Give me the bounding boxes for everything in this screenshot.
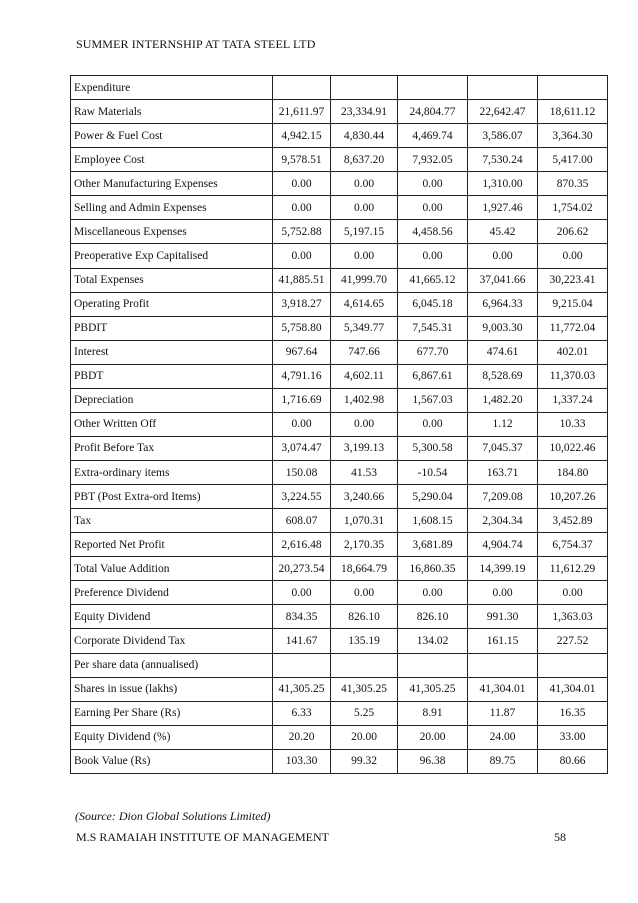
- value-cell: [398, 653, 468, 677]
- table-row: [71, 677, 608, 701]
- value-cell: 5,752.88: [273, 220, 331, 244]
- table-row: [71, 316, 608, 340]
- value-cell: 4,791.16: [273, 364, 331, 388]
- value-cell: 0.00: [273, 244, 331, 268]
- row-label: Interest: [71, 340, 273, 364]
- row-label: Shares in issue (lakhs): [71, 677, 273, 701]
- value-cell: 0.00: [398, 172, 468, 196]
- value-cell: 4,458.56: [398, 220, 468, 244]
- row-label: Earning Per Share (Rs): [71, 701, 273, 725]
- value-cell: 677.70: [398, 340, 468, 364]
- value-cell: 6,964.33: [468, 292, 538, 316]
- table-row: [71, 653, 608, 677]
- table-row: [71, 172, 608, 196]
- table-row: [71, 340, 608, 364]
- value-cell: 1,402.98: [331, 388, 398, 412]
- row-label: Depreciation: [71, 388, 273, 412]
- value-cell: 20.00: [398, 725, 468, 749]
- table-row: [71, 701, 608, 725]
- row-label: Employee Cost: [71, 148, 273, 172]
- row-label: Book Value (Rs): [71, 749, 273, 773]
- value-cell: [538, 653, 608, 677]
- value-cell: 6,867.61: [398, 364, 468, 388]
- table-row: [71, 533, 608, 557]
- row-label: Total Expenses: [71, 268, 273, 292]
- value-cell: 9,578.51: [273, 148, 331, 172]
- table-row: [71, 605, 608, 629]
- value-cell: 834.35: [273, 605, 331, 629]
- value-cell: 20.20: [273, 725, 331, 749]
- value-cell: 0.00: [273, 172, 331, 196]
- value-cell: 16,860.35: [398, 557, 468, 581]
- value-cell: 2,616.48: [273, 533, 331, 557]
- value-cell: 7,209.08: [468, 485, 538, 509]
- value-cell: 747.66: [331, 340, 398, 364]
- value-cell: 161.15: [468, 629, 538, 653]
- value-cell: 1.12: [468, 412, 538, 436]
- value-cell: 0.00: [468, 244, 538, 268]
- table-row: [71, 485, 608, 509]
- value-cell: 80.66: [538, 749, 608, 773]
- page-number: 58: [554, 830, 566, 844]
- value-cell: 41,305.25: [398, 677, 468, 701]
- value-cell: 608.07: [273, 509, 331, 533]
- value-cell: 10,207.26: [538, 485, 608, 509]
- value-cell: 9,003.30: [468, 316, 538, 340]
- value-cell: 0.00: [538, 244, 608, 268]
- value-cell: 967.64: [273, 340, 331, 364]
- value-cell: 41,304.01: [468, 677, 538, 701]
- value-cell: 4,904.74: [468, 533, 538, 557]
- value-cell: 3,199.13: [331, 436, 398, 460]
- value-cell: 41,665.12: [398, 268, 468, 292]
- value-cell: 826.10: [331, 605, 398, 629]
- value-cell: 4,830.44: [331, 124, 398, 148]
- value-cell: 1,927.46: [468, 196, 538, 220]
- value-cell: 1,754.02: [538, 196, 608, 220]
- value-cell: 8,637.20: [331, 148, 398, 172]
- value-cell: 1,608.15: [398, 509, 468, 533]
- row-label: Other Manufacturing Expenses: [71, 172, 273, 196]
- value-cell: 4,469.74: [398, 124, 468, 148]
- value-cell: 6,045.18: [398, 292, 468, 316]
- value-cell: 0.00: [331, 196, 398, 220]
- value-cell: 3,240.66: [331, 485, 398, 509]
- value-cell: 0.00: [331, 412, 398, 436]
- value-cell: 2,170.35: [331, 533, 398, 557]
- value-cell: 8,528.69: [468, 364, 538, 388]
- table-row: [71, 196, 608, 220]
- value-cell: 7,545.31: [398, 316, 468, 340]
- value-cell: 5,758.80: [273, 316, 331, 340]
- value-cell: 206.62: [538, 220, 608, 244]
- value-cell: 45.42: [468, 220, 538, 244]
- page-header: SUMMER INTERNSHIP AT TATA STEEL LTD: [76, 37, 316, 51]
- value-cell: 3,074.47: [273, 436, 331, 460]
- row-label: Expenditure: [71, 76, 273, 100]
- value-cell: 24.00: [468, 725, 538, 749]
- value-cell: 1,567.03: [398, 388, 468, 412]
- value-cell: 402.01: [538, 340, 608, 364]
- value-cell: 7,530.24: [468, 148, 538, 172]
- table-row: [71, 148, 608, 172]
- table-row: [71, 220, 608, 244]
- value-cell: 991.30: [468, 605, 538, 629]
- value-cell: 22,642.47: [468, 100, 538, 124]
- value-cell: 1,337.24: [538, 388, 608, 412]
- value-cell: 3,364.30: [538, 124, 608, 148]
- value-cell: 18,664.79: [331, 557, 398, 581]
- value-cell: 41.53: [331, 461, 398, 485]
- value-cell: 7,045.37: [468, 436, 538, 460]
- table-row: [71, 292, 608, 316]
- value-cell: 5,417.00: [538, 148, 608, 172]
- value-cell: 41,305.25: [273, 677, 331, 701]
- value-cell: [468, 76, 538, 100]
- value-cell: 96.38: [398, 749, 468, 773]
- table-row: [71, 124, 608, 148]
- table-row: [71, 268, 608, 292]
- value-cell: 33.00: [538, 725, 608, 749]
- value-cell: 103.30: [273, 749, 331, 773]
- value-cell: [273, 653, 331, 677]
- value-cell: 8.91: [398, 701, 468, 725]
- value-cell: 0.00: [398, 244, 468, 268]
- table-row: [71, 749, 608, 773]
- value-cell: 24,804.77: [398, 100, 468, 124]
- value-cell: 5,197.15: [331, 220, 398, 244]
- table-row: [71, 557, 608, 581]
- value-cell: 41,305.25: [331, 677, 398, 701]
- row-label: Power & Fuel Cost: [71, 124, 273, 148]
- value-cell: 20.00: [331, 725, 398, 749]
- value-cell: 11,612.29: [538, 557, 608, 581]
- value-cell: 99.32: [331, 749, 398, 773]
- table-row: [71, 244, 608, 268]
- value-cell: 37,041.66: [468, 268, 538, 292]
- value-cell: 4,602.11: [331, 364, 398, 388]
- value-cell: 0.00: [331, 581, 398, 605]
- row-label: Operating Profit: [71, 292, 273, 316]
- value-cell: 30,223.41: [538, 268, 608, 292]
- value-cell: 141.67: [273, 629, 331, 653]
- value-cell: 0.00: [398, 196, 468, 220]
- value-cell: 134.02: [398, 629, 468, 653]
- value-cell: 3,224.55: [273, 485, 331, 509]
- value-cell: 41,885.51: [273, 268, 331, 292]
- value-cell: -10.54: [398, 461, 468, 485]
- row-label: PBT (Post Extra-ord Items): [71, 485, 273, 509]
- row-label: Tax: [71, 509, 273, 533]
- value-cell: 3,586.07: [468, 124, 538, 148]
- table-row: [71, 100, 608, 124]
- value-cell: 6,754.37: [538, 533, 608, 557]
- value-cell: 0.00: [331, 244, 398, 268]
- row-label: Equity Dividend (%): [71, 725, 273, 749]
- value-cell: 1,716.69: [273, 388, 331, 412]
- value-cell: 5,290.04: [398, 485, 468, 509]
- value-cell: 826.10: [398, 605, 468, 629]
- value-cell: 0.00: [468, 581, 538, 605]
- value-cell: 3,918.27: [273, 292, 331, 316]
- value-cell: 89.75: [468, 749, 538, 773]
- value-cell: 18,611.12: [538, 100, 608, 124]
- row-label: Reported Net Profit: [71, 533, 273, 557]
- value-cell: 16.35: [538, 701, 608, 725]
- value-cell: 1,310.00: [468, 172, 538, 196]
- row-label: Equity Dividend: [71, 605, 273, 629]
- value-cell: 14,399.19: [468, 557, 538, 581]
- value-cell: 5.25: [331, 701, 398, 725]
- value-cell: 5,300.58: [398, 436, 468, 460]
- row-label: Extra-ordinary items: [71, 461, 273, 485]
- value-cell: 0.00: [398, 581, 468, 605]
- value-cell: 0.00: [273, 196, 331, 220]
- value-cell: 1,070.31: [331, 509, 398, 533]
- value-cell: 474.61: [468, 340, 538, 364]
- value-cell: [273, 76, 331, 100]
- financial-table: [70, 75, 608, 774]
- row-label: Total Value Addition: [71, 557, 273, 581]
- table-row: [71, 412, 608, 436]
- row-label: Corporate Dividend Tax: [71, 629, 273, 653]
- value-cell: 184.80: [538, 461, 608, 485]
- value-cell: 2,304.34: [468, 509, 538, 533]
- row-label: PBDIT: [71, 316, 273, 340]
- table-row: [71, 461, 608, 485]
- value-cell: 870.35: [538, 172, 608, 196]
- row-label: Preoperative Exp Capitalised: [71, 244, 273, 268]
- table-row: [71, 388, 608, 412]
- value-cell: 21,611.97: [273, 100, 331, 124]
- value-cell: [468, 653, 538, 677]
- value-cell: 0.00: [331, 172, 398, 196]
- row-label: Raw Materials: [71, 100, 273, 124]
- value-cell: 11,370.03: [538, 364, 608, 388]
- value-cell: 3,452.89: [538, 509, 608, 533]
- table-row: [71, 76, 608, 100]
- table-row: [71, 581, 608, 605]
- value-cell: 3,681.89: [398, 533, 468, 557]
- value-cell: 0.00: [398, 412, 468, 436]
- row-label: Profit Before Tax: [71, 436, 273, 460]
- value-cell: 41,999.70: [331, 268, 398, 292]
- value-cell: 11,772.04: [538, 316, 608, 340]
- value-cell: 11.87: [468, 701, 538, 725]
- row-label: Per share data (annualised): [71, 653, 273, 677]
- table-row: [71, 364, 608, 388]
- source-note: (Source: Dion Global Solutions Limited): [75, 809, 271, 823]
- table-row: [71, 509, 608, 533]
- value-cell: 20,273.54: [273, 557, 331, 581]
- value-cell: 1,363.03: [538, 605, 608, 629]
- value-cell: 4,942.15: [273, 124, 331, 148]
- value-cell: 23,334.91: [331, 100, 398, 124]
- institute-name: M.S RAMAIAH INSTITUTE OF MANAGEMENT: [76, 830, 329, 844]
- value-cell: 10.33: [538, 412, 608, 436]
- row-label: Other Written Off: [71, 412, 273, 436]
- value-cell: [331, 653, 398, 677]
- financial-table-body: [71, 76, 608, 774]
- value-cell: 6.33: [273, 701, 331, 725]
- value-cell: 163.71: [468, 461, 538, 485]
- row-label: PBDT: [71, 364, 273, 388]
- value-cell: [538, 76, 608, 100]
- value-cell: [398, 76, 468, 100]
- row-label: Miscellaneous Expenses: [71, 220, 273, 244]
- table-row: [71, 436, 608, 460]
- value-cell: 0.00: [273, 581, 331, 605]
- value-cell: 150.08: [273, 461, 331, 485]
- value-cell: 41,304.01: [538, 677, 608, 701]
- value-cell: 9,215.04: [538, 292, 608, 316]
- value-cell: 227.52: [538, 629, 608, 653]
- table-row: [71, 725, 608, 749]
- value-cell: [331, 76, 398, 100]
- value-cell: 1,482.20: [468, 388, 538, 412]
- row-label: Preference Dividend: [71, 581, 273, 605]
- page-footer: [76, 830, 572, 845]
- row-label: Selling and Admin Expenses: [71, 196, 273, 220]
- value-cell: 0.00: [538, 581, 608, 605]
- value-cell: 0.00: [273, 412, 331, 436]
- table-row: [71, 629, 608, 653]
- value-cell: 10,022.46: [538, 436, 608, 460]
- value-cell: 7,932.05: [398, 148, 468, 172]
- value-cell: 4,614.65: [331, 292, 398, 316]
- value-cell: 135.19: [331, 629, 398, 653]
- value-cell: 5,349.77: [331, 316, 398, 340]
